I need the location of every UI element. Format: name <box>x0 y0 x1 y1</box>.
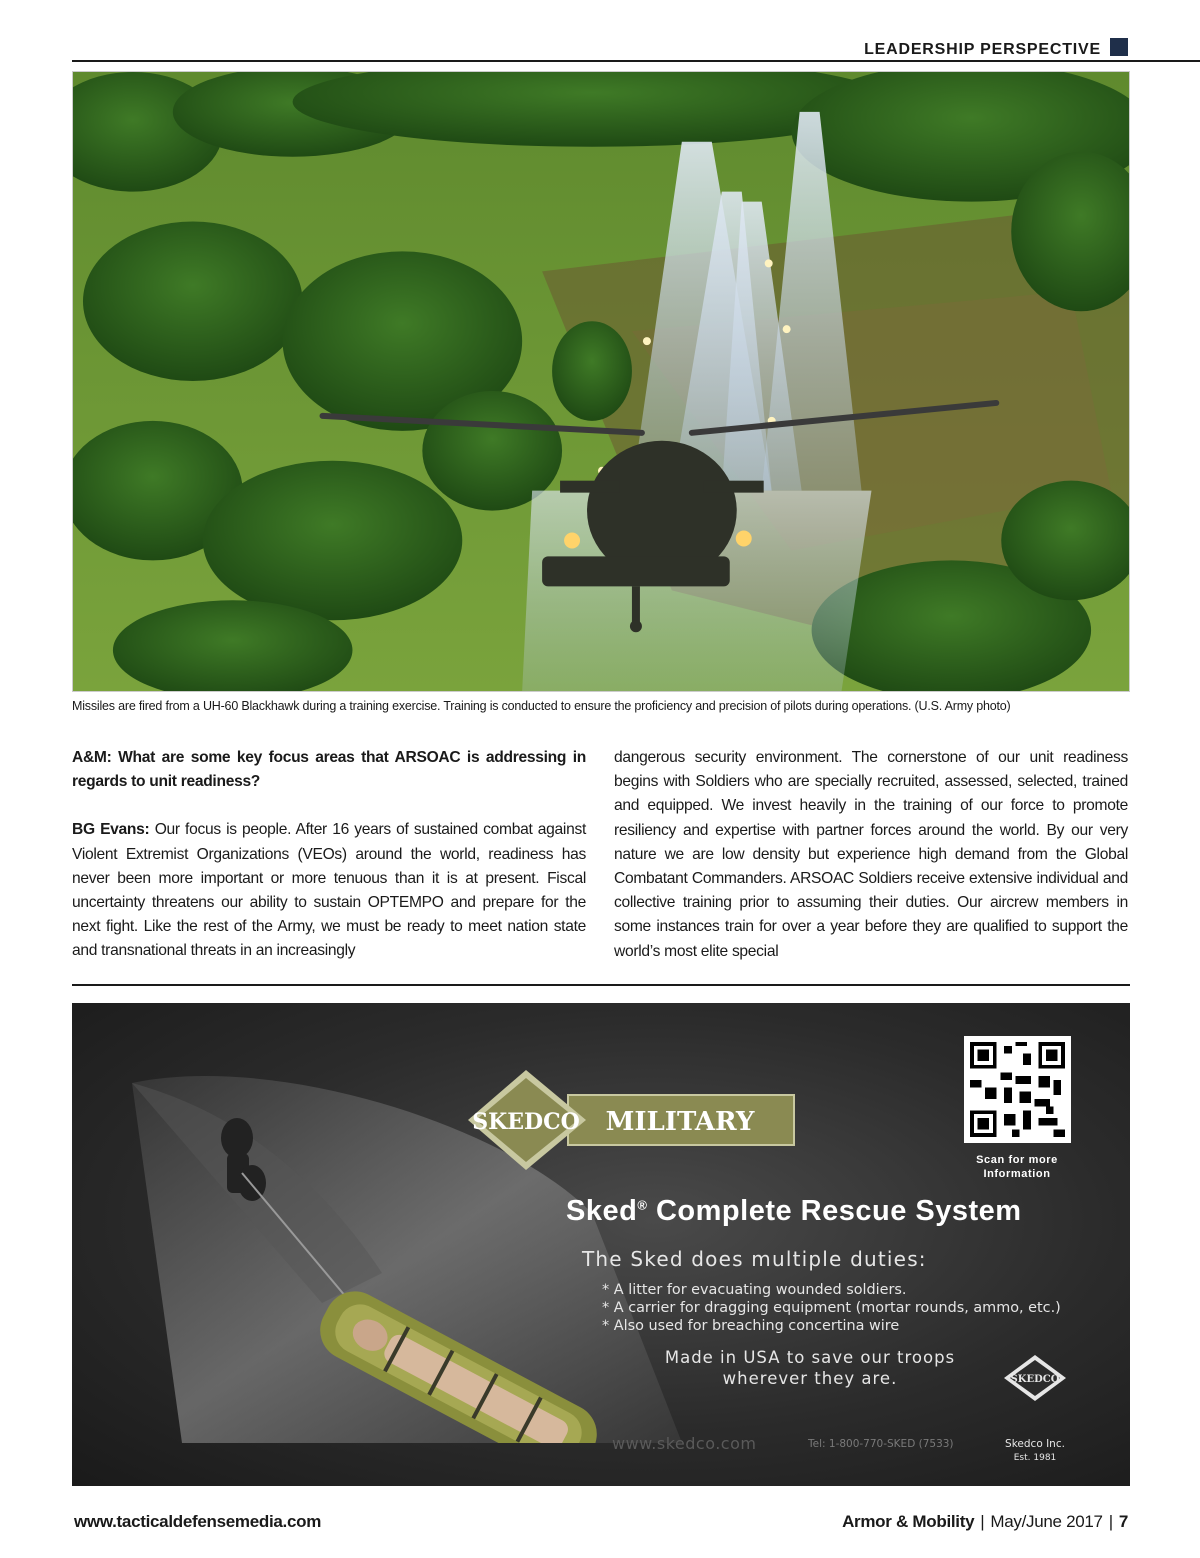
helicopter-photo <box>72 71 1130 692</box>
footer-separator: | <box>980 1512 985 1531</box>
photo-caption: Missiles are fired from a UH-60 Blackhawk during a training exercise. Training is conducted to ensure the proficiency and precision of pilots during operations. (U.S. Army photo) <box>72 699 1011 713</box>
section-header <box>72 38 1200 62</box>
qr-caption-line1: Scan for more <box>976 1154 1058 1166</box>
skedco-military-logo <box>468 1065 798 1175</box>
answer-text-left: Our focus is people. After 16 years of sustained combat against Violent Extremist Organizations (VEOs) around the world, readiness has never been more important or more tenuous than it is at present. Fiscal uncertainty threatens our ability to sustain OPTEMPO and prepare for the next fight. Like the rest of the Army, we must be ready to meet nation state and transnational threats in an increasingly <box>72 821 586 960</box>
company-established: Est. 1981 <box>1013 1453 1057 1463</box>
ad-bullet-list <box>602 1281 1102 1335</box>
footer-publication-info <box>842 1512 1128 1532</box>
ad-telephone: Tel: 1-800-770-SKED (7533) <box>808 1438 954 1450</box>
logo-military: MILITARY <box>605 1107 755 1137</box>
section-divider <box>72 984 1130 986</box>
section-label: LEADERSHIP PERSPECTIVE <box>864 41 1101 58</box>
footer-website-link[interactable]: www.tacticaldefensemedia.com <box>74 1512 322 1531</box>
article-column-left <box>72 746 586 964</box>
section-marker-square <box>1110 38 1128 56</box>
skedco-small-logo <box>1002 1353 1068 1403</box>
speaker-name: BG Evans: <box>72 821 150 839</box>
qr-caption <box>952 1153 1082 1181</box>
headline-main: Sked <box>566 1195 638 1227</box>
ad-headline <box>566 1195 1086 1228</box>
ad-bullet: * A litter for evacuating wounded soldiers. <box>602 1281 1102 1299</box>
qr-code-icon <box>970 1042 1065 1137</box>
ad-made-in-usa <box>620 1347 1000 1389</box>
qr-code[interactable] <box>964 1036 1071 1143</box>
logo-word: SKEDCO <box>472 1109 580 1135</box>
made-line2: wherever they are. <box>722 1369 898 1388</box>
registered-mark: ® <box>637 1197 648 1213</box>
headline-rest: Complete Rescue System <box>647 1195 1022 1227</box>
made-line1: Made in USA to save our troops <box>664 1348 956 1367</box>
ad-subheadline: The Sked does multiple duties: <box>582 1247 927 1271</box>
small-logo-word: SKEDCO <box>1010 1374 1060 1385</box>
answer-text-right: dangerous security environment. The cornerstone of our unit readiness begins with Soldiers who are specially recruited, assessed, selected, trained and equipped. We invest heavily in the training of our force to promote resiliency and expertise with partner forces around the world. By our very nature we are low density but experience high demand from the Global Combatant Commanders. ARSOAC Soldiers receive extensive individual and collective training prior to assuming their duties. Our aircrew members in some instances train for over a year before they are qualified to support the world’s most elite special <box>614 749 1128 960</box>
issue-date: May/June 2017 <box>990 1512 1103 1531</box>
page-number: 7 <box>1118 1512 1128 1531</box>
company-name: Skedco Inc. <box>1005 1438 1065 1450</box>
skedco-advertisement <box>72 1003 1130 1486</box>
interview-question: A&M: What are some key focus areas that ARSOAC is addressing in regards to unit readiness? <box>72 749 586 791</box>
ad-company <box>992 1437 1078 1465</box>
article-column-right <box>614 746 1128 964</box>
ad-bullet: * A carrier for dragging equipment (mortar rounds, ammo, etc.) <box>602 1299 1102 1317</box>
ad-bullet: * Also used for breaching concertina wire <box>602 1317 1102 1335</box>
publication-name: Armor & Mobility <box>842 1512 975 1531</box>
ad-website-link[interactable]: www.skedco.com <box>612 1434 757 1453</box>
qr-caption-line2: Information <box>983 1168 1051 1180</box>
helicopter-photo-illustration <box>73 72 1129 691</box>
footer-separator: | <box>1108 1512 1113 1531</box>
interview-answer-start <box>72 818 586 963</box>
